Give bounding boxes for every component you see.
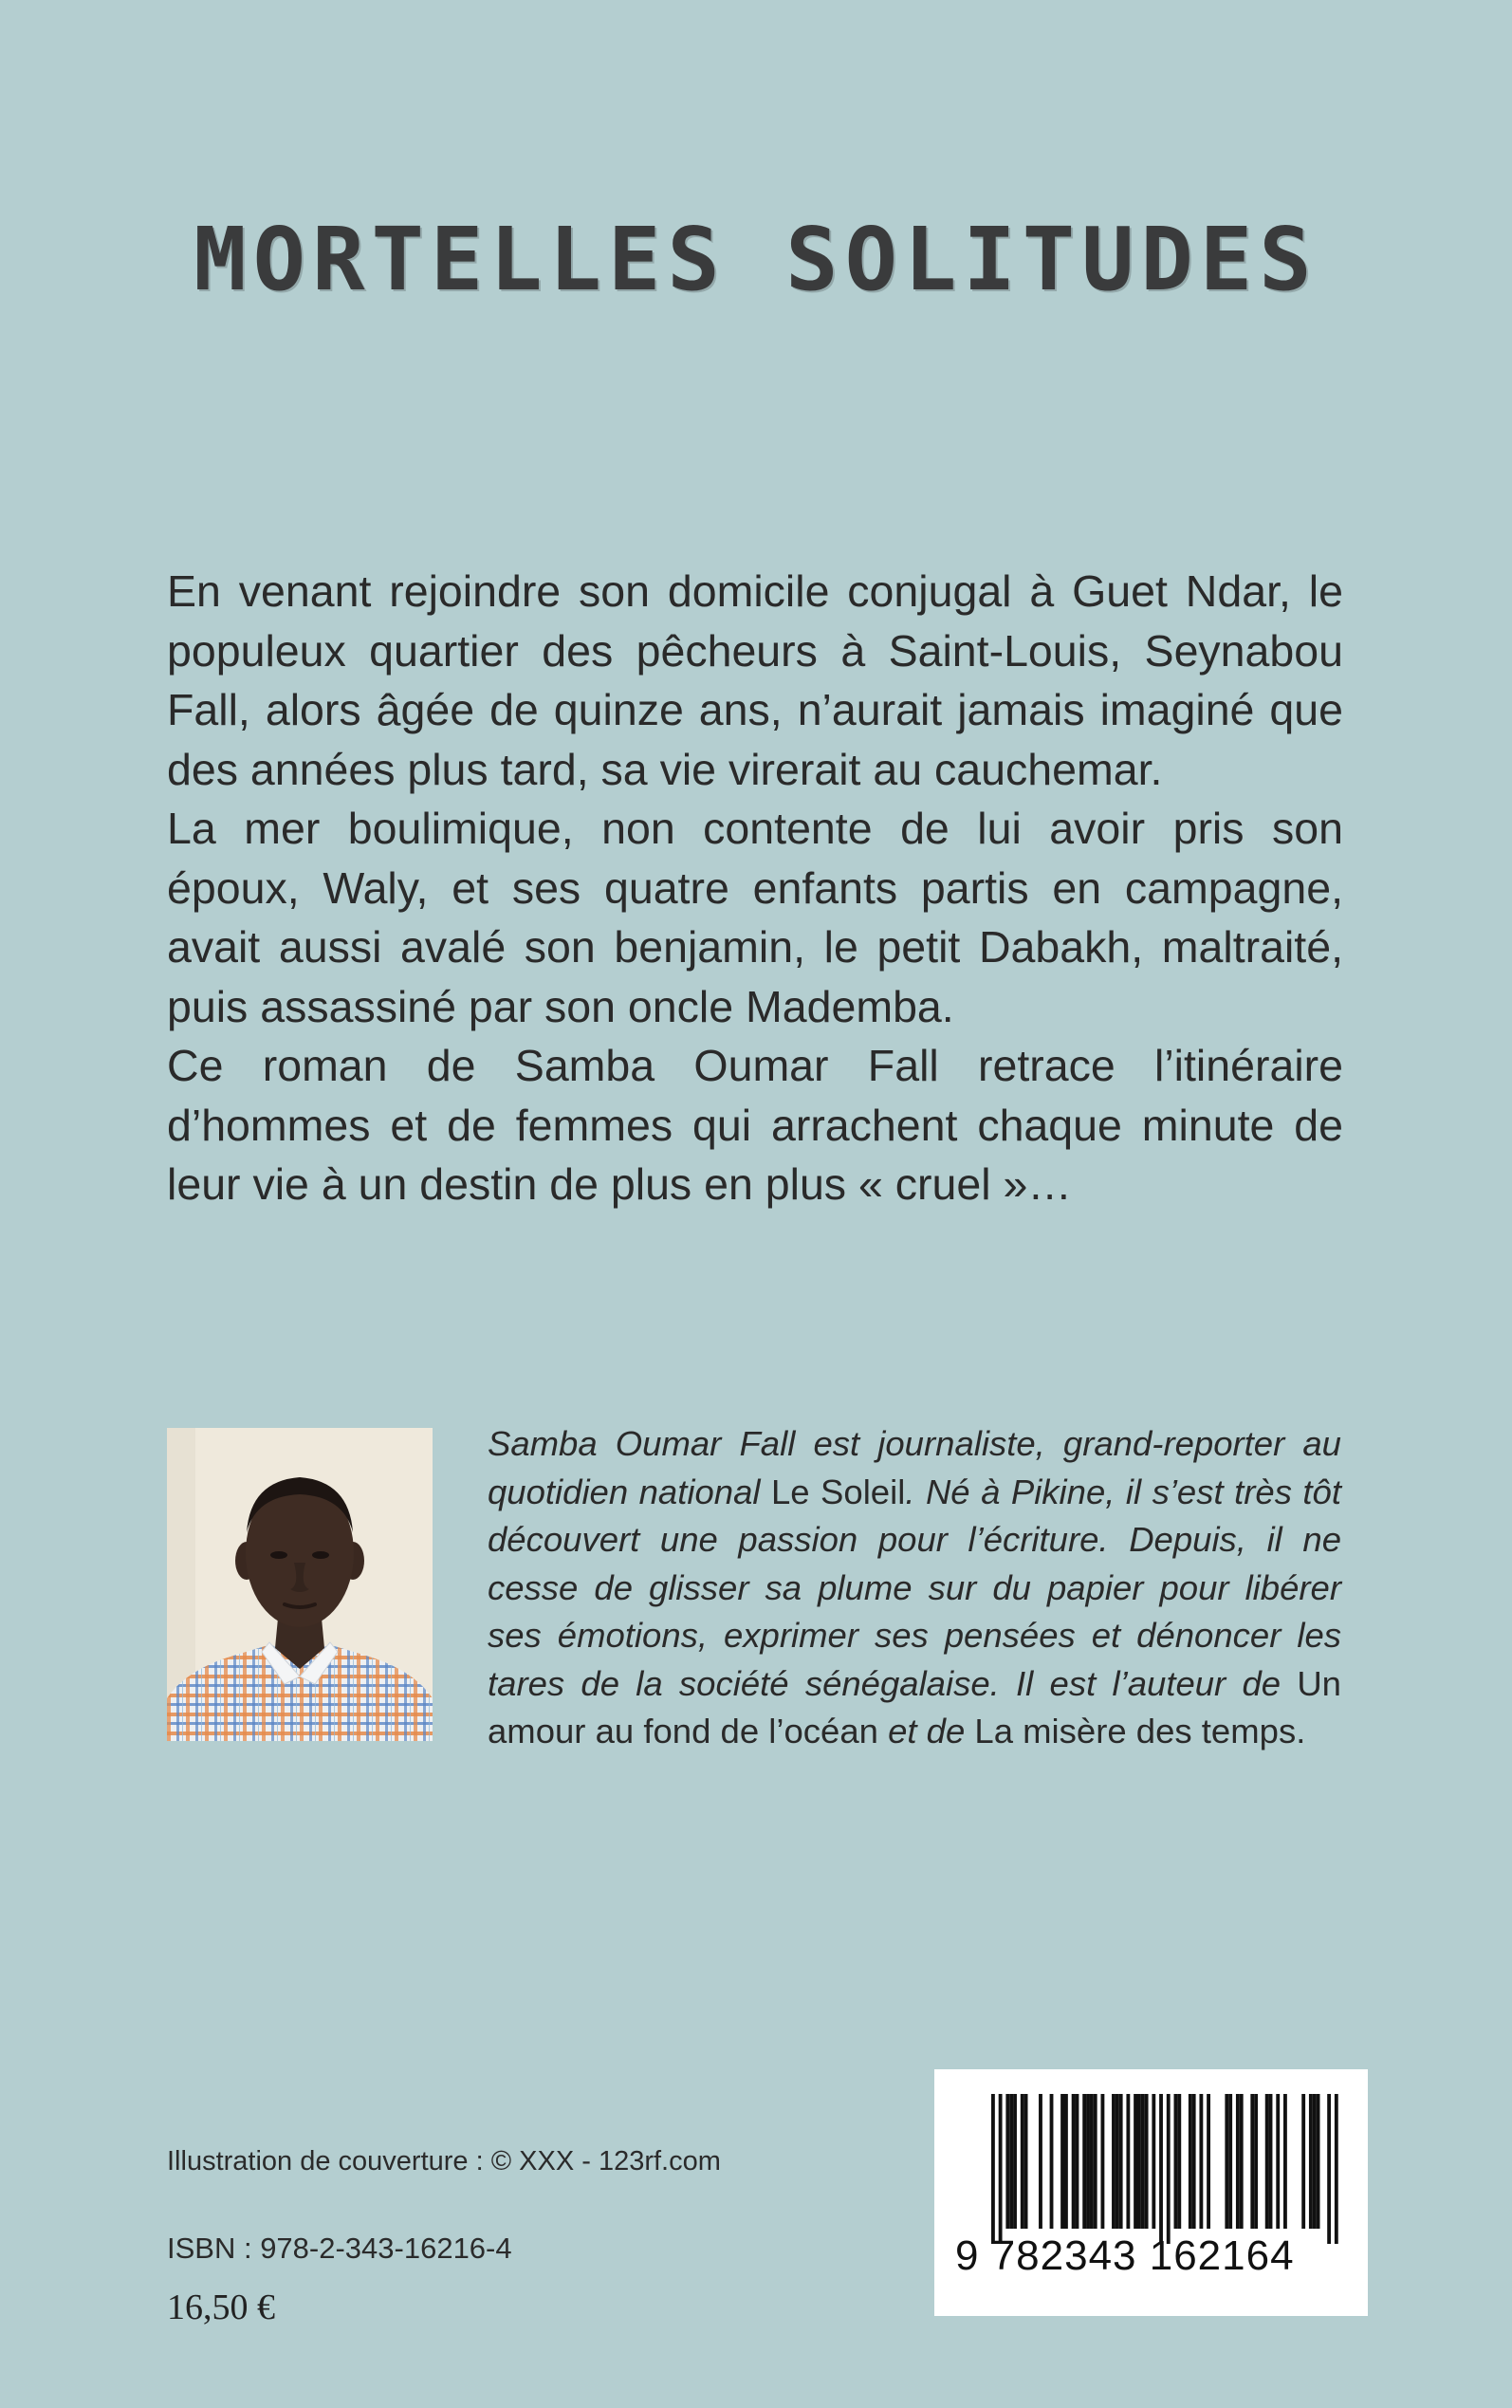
barcode-bar (1050, 2094, 1054, 2229)
isbn: ISBN : 978-2-343-16216-4 (167, 2232, 512, 2265)
bio-text: . (1296, 1712, 1306, 1750)
blurb (167, 562, 1343, 1214)
barcode-bar (1283, 2094, 1287, 2229)
barcode-bar (1228, 2094, 1232, 2229)
barcode (934, 2069, 1368, 2316)
barcode-bar (991, 2094, 995, 2244)
barcode-bar (1159, 2094, 1163, 2244)
barcode-bar (1327, 2094, 1331, 2244)
barcode-bar (1199, 2094, 1203, 2229)
barcode-bar (1090, 2094, 1094, 2229)
bio-text: . Né à Pikine, il s’est très tôt découvert une passion pour l’écriture. Depuis, il ne cesse de glisser sa plume sur du papier pour libérer ses émotions, exprimer ses pensées et dénoncer les tares de la société sénégalaise. Il est l’auteur de (488, 1472, 1342, 1703)
barcode-bar (1240, 2094, 1244, 2229)
barcode-bar (1119, 2094, 1123, 2229)
barcode-bar (1076, 2094, 1079, 2229)
author-photo (167, 1428, 433, 1741)
barcode-bar (1335, 2094, 1338, 2244)
barcode-bar (1009, 2094, 1013, 2229)
book-reference: La misère des temps (974, 1712, 1297, 1750)
price: 16,50 € (167, 2288, 275, 2327)
barcode-bar (1207, 2094, 1210, 2229)
barcode-bar (1236, 2094, 1240, 2229)
barcode-bar (1141, 2094, 1145, 2229)
barcode-number: 9 782343 162164 (955, 2232, 1295, 2279)
barcode-bars (934, 2069, 1368, 2316)
barcode-bar (1021, 2094, 1024, 2229)
author-portrait-image (167, 1428, 433, 1741)
barcode-bar (1112, 2094, 1116, 2229)
book-title: MORTELLES SOLITUDES (194, 209, 1318, 310)
newspaper-name: Le Soleil (770, 1472, 906, 1511)
barcode-bar (1064, 2094, 1068, 2229)
illustration-credit: Illustration de couverture : © XXX - 123rf.com (167, 2146, 721, 2176)
barcode-bar (1013, 2094, 1017, 2229)
barcode-bar (1269, 2094, 1273, 2229)
barcode-bar (999, 2094, 1003, 2244)
barcode-bar (1024, 2094, 1028, 2229)
blurb-paragraph: La mer boulimique, non contente de lui avoir pris son époux, Waly, et ses quatre enfants partis en campagne, avait aussi avalé son benjamin, le petit Dabakh, maltraité, puis assassiné par son oncle Mademba. (167, 804, 1343, 1031)
barcode-bar (1313, 2094, 1317, 2229)
barcode-bar (1134, 2094, 1137, 2229)
barcode-bar (1152, 2094, 1155, 2229)
bio-text: et de (877, 1712, 975, 1750)
barcode-bar (1116, 2094, 1119, 2229)
barcode-bar (1094, 2094, 1097, 2229)
book-reference: Un amour au fond de l’océan (488, 1663, 1341, 1750)
barcode-bar (1265, 2094, 1269, 2229)
barcode-bar (1005, 2094, 1009, 2229)
barcode-bar (1126, 2094, 1130, 2229)
author-bio (488, 1420, 1341, 1756)
blurb-paragraph: Ce roman de Samba Oumar Fall retrace l’itinéraire d’hommes et de femmes qui arrachent chaque minute de leur vie à un destin de plus en plus « cruel »… (167, 1041, 1343, 1209)
barcode-bar (1177, 2094, 1181, 2229)
bio-text: Samba Oumar Fall est journaliste, grand-reporter au quotidien national (488, 1424, 1341, 1511)
barcode-bar (1174, 2094, 1178, 2229)
barcode-bar (1086, 2094, 1090, 2229)
barcode-bar (1039, 2094, 1042, 2229)
barcode-bar (1301, 2094, 1305, 2229)
barcode-bar (1060, 2094, 1064, 2229)
barcode-bar (1072, 2094, 1076, 2229)
barcode-bar (1082, 2094, 1086, 2229)
barcode-bar (1101, 2094, 1105, 2229)
barcode-bar (1225, 2094, 1228, 2229)
barcode-bar (1189, 2094, 1192, 2229)
blurb-paragraph: En venant rejoindre son domicile conjugal à Guet Ndar, le populeux quartier des pêcheurs à Saint-Louis, Seynabou Fall, alors âgée de quinze ans, n’aurait jamais imaginé que des années plus tard, sa vie virerait au cauchemar. (167, 566, 1343, 794)
barcode-bar (1250, 2094, 1254, 2229)
barcode-bar (1192, 2094, 1196, 2229)
barcode-bar (1309, 2094, 1313, 2229)
barcode-bar (1254, 2094, 1258, 2229)
barcode-bar (1317, 2094, 1320, 2229)
barcode-bar (1167, 2094, 1171, 2244)
barcode-bar (1145, 2094, 1149, 2229)
barcode-bar (1276, 2094, 1280, 2229)
barcode-bar (1137, 2094, 1141, 2229)
